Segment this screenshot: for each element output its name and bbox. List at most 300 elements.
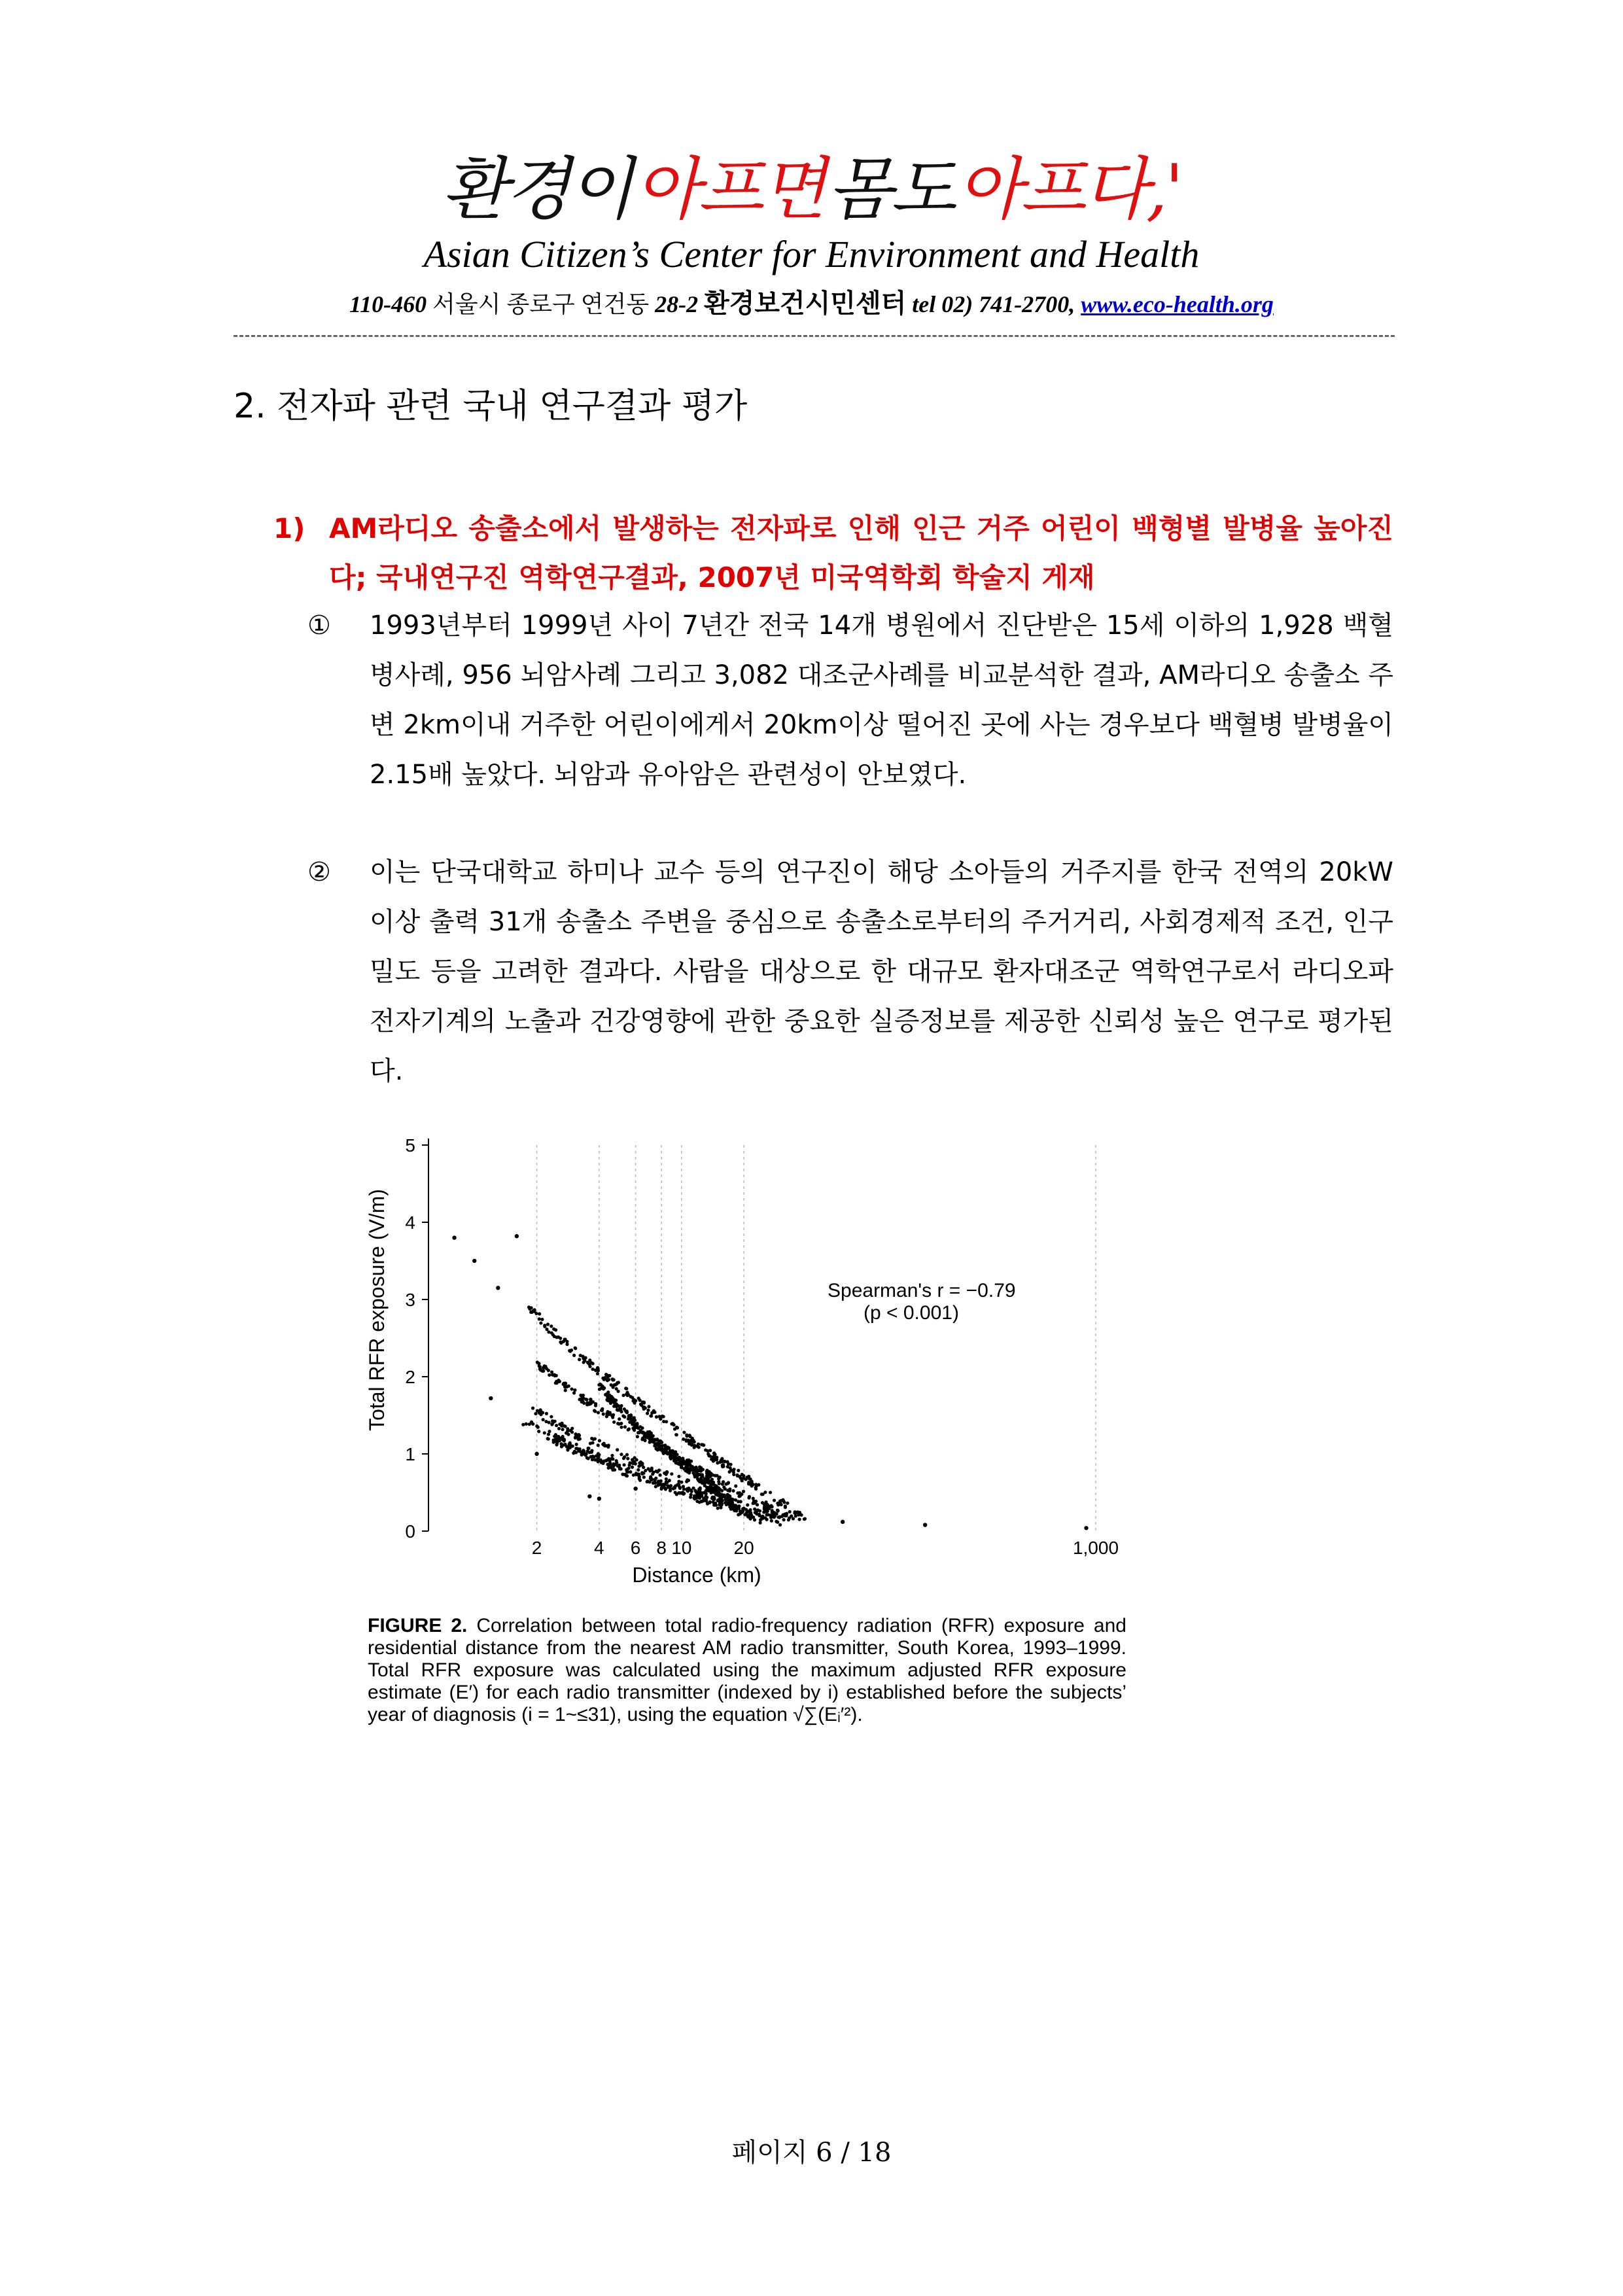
data-point (726, 1465, 729, 1468)
data-point (748, 1517, 752, 1521)
data-point (611, 1399, 614, 1402)
data-point (616, 1448, 619, 1451)
data-point (717, 1480, 720, 1483)
data-point (693, 1497, 696, 1500)
data-point (620, 1426, 623, 1429)
data-point (638, 1477, 641, 1480)
data-point (716, 1499, 720, 1502)
data-point (682, 1438, 685, 1441)
data-point (723, 1493, 726, 1496)
data-point (714, 1504, 718, 1507)
data-point (589, 1455, 593, 1458)
data-point (554, 1381, 557, 1385)
data-point (669, 1489, 672, 1492)
data-point (741, 1511, 744, 1514)
data-point (660, 1486, 663, 1489)
data-point (753, 1518, 756, 1521)
data-point (753, 1508, 756, 1511)
data-point (708, 1501, 711, 1504)
x-tick-label: 4 (594, 1538, 604, 1558)
data-point (565, 1432, 568, 1435)
data-point (578, 1358, 581, 1361)
data-point (570, 1430, 574, 1434)
data-point (786, 1502, 789, 1505)
data-point (555, 1443, 558, 1446)
data-point (747, 1481, 750, 1484)
data-point (670, 1472, 673, 1475)
data-point (797, 1517, 801, 1521)
page-number: 페이지 6 / 18 (731, 2138, 892, 2168)
item-number: 1) (273, 512, 305, 544)
data-point (773, 1498, 776, 1502)
data-point (720, 1502, 724, 1506)
data-point-outlier (452, 1235, 456, 1239)
data-point (537, 1430, 540, 1433)
address-number: 28-2 (655, 291, 699, 317)
x-tick-label: 1,000 (1072, 1538, 1119, 1558)
data-point (631, 1466, 634, 1469)
data-point (561, 1435, 565, 1438)
data-point (521, 1423, 525, 1426)
address-line (0, 283, 1623, 320)
data-point (534, 1312, 538, 1315)
x-axis-label: Distance (km) (632, 1563, 761, 1587)
address-text: 서울시 종로구 연건동 (432, 291, 650, 317)
data-point (638, 1399, 642, 1402)
data-point (561, 1428, 564, 1431)
data-point (664, 1449, 667, 1453)
data-point (688, 1442, 691, 1445)
data-point (725, 1499, 728, 1502)
data-point (616, 1422, 620, 1425)
data-point (737, 1513, 740, 1516)
data-point (767, 1506, 771, 1510)
data-point (781, 1498, 784, 1502)
data-point (558, 1422, 561, 1426)
data-point (689, 1493, 693, 1496)
data-point (622, 1463, 625, 1466)
data-point (555, 1335, 558, 1339)
data-point (722, 1480, 725, 1483)
data-point (605, 1458, 608, 1462)
data-point (554, 1438, 557, 1441)
data-point (776, 1509, 779, 1512)
data-point (536, 1409, 539, 1413)
data-point (677, 1483, 680, 1486)
data-point (663, 1483, 667, 1486)
data-point (649, 1475, 652, 1479)
data-point (661, 1415, 664, 1418)
data-point (651, 1434, 654, 1438)
data-point (665, 1470, 669, 1474)
data-point (629, 1395, 632, 1398)
data-point (640, 1471, 644, 1474)
data-point (573, 1450, 576, 1453)
data-point (730, 1498, 733, 1501)
data-point (554, 1328, 557, 1332)
data-point-outlier (587, 1494, 591, 1498)
data-point (626, 1394, 629, 1397)
data-point (527, 1305, 531, 1309)
data-point (627, 1427, 631, 1430)
data-point (685, 1464, 688, 1468)
data-point (621, 1394, 625, 1397)
data-point (538, 1317, 541, 1320)
organization-name: Asian Citizen’s Center for Environment and Health (423, 233, 1200, 275)
data-point (543, 1325, 546, 1328)
data-point (676, 1462, 679, 1465)
data-point (576, 1436, 580, 1439)
data-point (598, 1439, 601, 1442)
data-point (540, 1318, 544, 1321)
data-point (543, 1364, 546, 1368)
data-point (707, 1481, 710, 1485)
data-point (616, 1390, 620, 1393)
data-point (531, 1311, 534, 1314)
data-point (570, 1387, 573, 1390)
data-point (674, 1456, 677, 1459)
data-point (717, 1486, 720, 1489)
data-point (712, 1500, 715, 1504)
data-point (760, 1492, 763, 1496)
data-point (637, 1426, 640, 1430)
paragraph-2 (307, 847, 1393, 1096)
data-point (787, 1518, 790, 1521)
data-point (773, 1515, 776, 1519)
data-point (699, 1473, 703, 1476)
data-point (606, 1413, 609, 1416)
data-point (705, 1469, 708, 1472)
data-point (646, 1411, 649, 1415)
data-point (625, 1469, 629, 1472)
data-point (594, 1402, 597, 1405)
data-point (610, 1413, 613, 1417)
data-point (710, 1458, 713, 1461)
data-point (625, 1474, 628, 1477)
data-point (716, 1506, 720, 1510)
y-tick-label: 5 (405, 1135, 415, 1156)
data-point (699, 1466, 703, 1470)
data-point (591, 1438, 595, 1441)
y-tick-label: 0 (405, 1521, 415, 1542)
data-point (621, 1414, 625, 1417)
data-point (691, 1471, 695, 1474)
data-point (659, 1483, 663, 1486)
data-point (710, 1477, 714, 1481)
data-point (693, 1489, 697, 1492)
data-point (737, 1500, 740, 1503)
data-point (595, 1454, 598, 1457)
data-point (688, 1435, 691, 1438)
logo-text-red: 아프면 (634, 149, 824, 229)
data-point (678, 1456, 681, 1459)
data-point (607, 1464, 610, 1467)
data-point (624, 1386, 627, 1390)
data-point (612, 1421, 616, 1424)
data-point (545, 1328, 548, 1331)
chart-annotation-line1: Spearman's r = −0.79 (828, 1280, 1016, 1301)
data-point (699, 1478, 703, 1481)
caption-text: Correlation between total radio-frequency radiation (RFR) exposure and residential distance from the nearest AM radio transmitter, South Korea, 1993–1999. Total RFR exposure was calculated using the maximum adjusted RFR exposure estimate (E′) for each radio transmitter (indexed by i) established before the subjects’ year of diagnosis (i = 1~≤31), using the equation √∑(Eᵢ′²). (368, 1615, 1126, 1725)
data-point (561, 1438, 565, 1441)
data-point (759, 1518, 762, 1521)
data-point (635, 1472, 638, 1475)
data-point (572, 1354, 576, 1357)
data-point (607, 1378, 610, 1381)
x-tick-label: 6 (630, 1538, 641, 1558)
data-point (539, 1321, 542, 1324)
data-point (646, 1432, 650, 1435)
data-point (551, 1373, 554, 1377)
data-point (588, 1451, 591, 1454)
data-point (637, 1464, 640, 1468)
data-point (626, 1457, 629, 1460)
data-point (597, 1459, 601, 1462)
data-point (602, 1378, 606, 1381)
data-point (755, 1484, 758, 1487)
data-point (568, 1349, 571, 1352)
data-point (745, 1475, 748, 1479)
data-point (782, 1513, 785, 1516)
data-point (742, 1477, 745, 1480)
data-point (673, 1427, 676, 1430)
data-point (573, 1388, 576, 1392)
data-point (596, 1366, 599, 1369)
data-point (656, 1441, 659, 1445)
data-point (667, 1485, 670, 1489)
data-point (731, 1489, 735, 1492)
data-point (644, 1406, 647, 1409)
data-point (665, 1445, 669, 1449)
data-point (685, 1434, 688, 1437)
data-point (659, 1439, 663, 1443)
data-point (646, 1480, 649, 1483)
data-point (546, 1437, 550, 1440)
logo-text-black: 환경이 (442, 149, 631, 229)
data-point (633, 1402, 636, 1405)
data-point (654, 1447, 657, 1451)
data-point (608, 1395, 612, 1398)
logo-text-black-2: 몸도 (827, 149, 954, 229)
data-point (712, 1451, 716, 1455)
website-link[interactable]: www.eco-health.org (1081, 291, 1274, 317)
data-point (712, 1487, 716, 1490)
data-point (634, 1462, 637, 1466)
data-point (794, 1510, 797, 1513)
data-point (683, 1462, 686, 1465)
data-point (617, 1381, 620, 1384)
data-point (677, 1480, 680, 1483)
data-point (602, 1413, 605, 1416)
data-point (589, 1398, 592, 1401)
data-point (677, 1491, 680, 1494)
y-tick-label: 3 (405, 1290, 415, 1310)
data-point (685, 1439, 688, 1443)
data-point (727, 1470, 731, 1474)
data-point (552, 1441, 555, 1444)
data-point (674, 1484, 677, 1487)
data-point (564, 1381, 567, 1385)
data-point (803, 1517, 806, 1521)
data-point (532, 1308, 536, 1311)
data-point (557, 1379, 560, 1382)
data-point (735, 1506, 739, 1510)
data-point (565, 1340, 568, 1343)
data-point (551, 1333, 555, 1336)
data-point (726, 1481, 729, 1485)
paragraph-text: 1993년부터 1999년 사이 7년간 전국 14개 병원에서 진단받은 15세 이하의 1,928 백혈병사례, 956 뇌암사례 그리고 3,082 대조군사례를 비교분석한 결과, AM라디오 송출소 주변 2km이내 거주한 어린이에게서 20km이상 떨어진 곳에 사는 경우보다 백혈병 발병율이 2.15배 높았다. 뇌암과 유아암은 관련성이 안보였다. (370, 610, 1393, 790)
data-point (695, 1472, 699, 1475)
data-point (684, 1469, 687, 1472)
data-point (630, 1418, 633, 1421)
data-point (623, 1425, 627, 1428)
data-point (674, 1433, 678, 1436)
data-point (565, 1445, 568, 1448)
data-point (583, 1359, 586, 1362)
header-divider (234, 335, 1395, 337)
data-point (553, 1420, 557, 1423)
data-point (782, 1518, 786, 1521)
data-point (716, 1461, 719, 1464)
data-point (708, 1449, 712, 1452)
data-point (618, 1466, 621, 1470)
data-point (548, 1430, 551, 1433)
data-point (776, 1521, 779, 1524)
data-point (666, 1452, 669, 1455)
data-point (674, 1491, 677, 1494)
data-point (715, 1458, 718, 1461)
telephone: tel 02) 741-2700, (912, 291, 1075, 317)
data-point (654, 1485, 657, 1488)
data-point (534, 1412, 537, 1415)
data-point (697, 1445, 701, 1449)
data-point (591, 1368, 594, 1371)
data-point (649, 1414, 652, 1417)
data-point (705, 1496, 708, 1499)
data-point (559, 1340, 562, 1343)
data-point (671, 1422, 674, 1425)
x-tick-label: 10 (671, 1538, 692, 1558)
data-point (682, 1431, 686, 1434)
data-point (746, 1510, 749, 1513)
data-point (647, 1436, 650, 1439)
data-point (574, 1346, 577, 1349)
data-point (559, 1337, 562, 1340)
data-point (542, 1418, 545, 1421)
data-point (784, 1504, 787, 1508)
data-point (563, 1424, 567, 1428)
data-point (699, 1487, 702, 1490)
data-point (656, 1470, 659, 1474)
data-point (750, 1481, 754, 1485)
data-point (628, 1464, 631, 1467)
data-point (704, 1478, 707, 1481)
data-point (642, 1466, 645, 1469)
data-point (682, 1487, 686, 1491)
data-point (732, 1473, 735, 1476)
data-point (718, 1475, 722, 1479)
data-point (662, 1420, 665, 1423)
data-point (756, 1503, 759, 1506)
data-point (593, 1409, 597, 1413)
data-point (738, 1491, 741, 1494)
data-point (620, 1453, 623, 1456)
data-point (657, 1415, 661, 1418)
data-point (591, 1441, 594, 1444)
data-point (788, 1510, 792, 1513)
figure-caption (368, 1615, 1126, 1726)
data-point (732, 1468, 735, 1471)
data-point (582, 1394, 585, 1397)
data-point (535, 1424, 538, 1428)
data-point (607, 1399, 610, 1402)
data-point (687, 1460, 690, 1463)
data-point (650, 1411, 654, 1415)
logo-text-red-2: 아프다,' (956, 149, 1181, 229)
data-point (713, 1497, 716, 1500)
y-axis-label: Total RFR exposure (V/m) (365, 1189, 389, 1431)
data-point (647, 1467, 650, 1470)
data-point (737, 1469, 740, 1472)
data-point-outlier (1084, 1526, 1088, 1530)
data-point (544, 1420, 548, 1423)
data-point (537, 1362, 540, 1365)
data-point (560, 1445, 563, 1448)
data-point (696, 1492, 699, 1495)
data-point (587, 1362, 591, 1366)
data-point (682, 1492, 686, 1495)
data-point (575, 1443, 578, 1446)
data-point (792, 1517, 795, 1520)
data-point (566, 1427, 569, 1430)
paragraph-marker: ① (307, 610, 331, 641)
data-point (655, 1415, 658, 1419)
x-tick-label: 20 (733, 1538, 754, 1558)
section-title: 2. 전자파 관련 국내 연구결과 평가 (234, 387, 748, 426)
data-point (658, 1474, 661, 1477)
data-point (680, 1462, 683, 1465)
data-point (539, 1368, 542, 1371)
item-heading-text: AM라디오 송출소에서 발생하는 전자파로 인해 인근 거주 어린이 백형별 발병율 높아진다; 국내연구진 역학연구결과, 2007년 미국역학회 학술지 게재 (329, 512, 1393, 593)
data-point (686, 1478, 689, 1481)
data-point (688, 1469, 691, 1472)
data-point (580, 1453, 584, 1457)
data-point (606, 1410, 609, 1413)
data-point (794, 1514, 797, 1517)
data-point (669, 1449, 672, 1453)
data-point (642, 1475, 646, 1479)
data-point (550, 1324, 553, 1328)
data-point (572, 1391, 576, 1394)
data-point (714, 1491, 717, 1494)
paragraph-1 (307, 601, 1393, 800)
data-point (672, 1453, 676, 1457)
data-point (686, 1489, 689, 1492)
data-point (629, 1415, 633, 1418)
data-point (616, 1408, 619, 1411)
data-point (761, 1515, 764, 1518)
data-point (646, 1409, 650, 1412)
data-point (584, 1398, 587, 1401)
data-point (620, 1404, 623, 1407)
data-point (538, 1312, 541, 1315)
data-point (582, 1402, 585, 1405)
data-point (547, 1432, 550, 1436)
data-point (620, 1410, 623, 1413)
data-point (752, 1496, 755, 1500)
data-point (593, 1458, 597, 1462)
data-point (707, 1454, 710, 1457)
